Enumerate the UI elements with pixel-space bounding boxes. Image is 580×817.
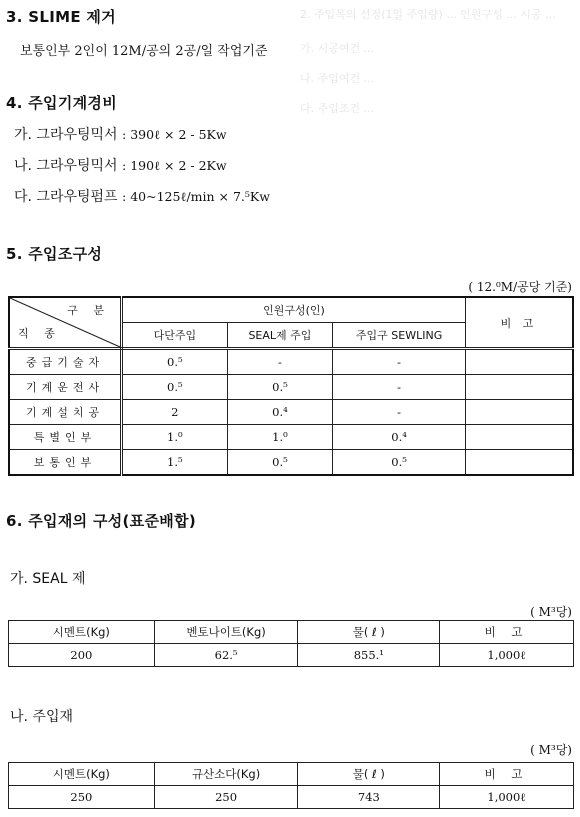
grout-label: 나. 주입재: [10, 709, 73, 725]
table-row: [9, 644, 574, 667]
cell: -: [333, 375, 466, 400]
cell: 200: [9, 644, 155, 667]
section3-title: 3. SLIME 제거: [6, 8, 116, 26]
cell: 743: [298, 786, 440, 809]
section3-text: 보통인부 2인이 12M/공의 2공/일 작업기준: [20, 44, 268, 59]
remark-cell: [465, 425, 573, 450]
column-header: 물( ℓ ): [298, 763, 440, 786]
cell: 0.⁴: [333, 425, 466, 450]
seal-unit: ( M³당): [530, 605, 572, 619]
crew-table: [8, 296, 574, 476]
cell: 0.⁵: [122, 349, 228, 375]
subheader: 다단주입: [122, 323, 228, 349]
column-header: 규산소다(Kg): [154, 763, 298, 786]
row-label: 기계운전사: [9, 375, 122, 400]
table-row: [9, 450, 573, 476]
cell: 0.⁵: [122, 375, 228, 400]
subheader: 주입구 SEWLING: [333, 323, 466, 349]
bleed-text: 나. 주입여건 ...: [300, 72, 375, 85]
cell: 1,000ℓ: [440, 786, 574, 809]
table-row: [9, 786, 574, 809]
cell: 0.⁵: [227, 450, 333, 476]
machine-item: [14, 186, 270, 206]
machine-item: [14, 124, 227, 144]
remark-cell: [465, 349, 573, 375]
column-header: 벤토나이트(Kg): [154, 621, 298, 644]
machine-value: : 40~125ℓ/min × 7.⁵Kw: [122, 189, 270, 204]
table-row: [9, 349, 573, 375]
remark-cell: [465, 450, 573, 476]
machine-label: 가. 그라우팅믹서: [14, 127, 118, 143]
section4-title: 4. 주입기계경비: [6, 94, 117, 112]
machine-value: : 190ℓ × 2 - 2Kw: [122, 158, 227, 173]
table-row: [9, 375, 573, 400]
cell: 1.⁵: [122, 450, 228, 476]
remark-cell: [465, 400, 573, 425]
row-label: 보통인부: [9, 450, 122, 476]
remark-cell: [465, 375, 573, 400]
column-header: 비 고: [440, 763, 574, 786]
cell: 0.⁵: [227, 375, 333, 400]
row-label: 특별인부: [9, 425, 122, 450]
cell: 250: [154, 786, 298, 809]
group-header: 인원구성(인): [122, 297, 466, 323]
corner-cell: [9, 297, 122, 349]
machine-label: 다. 그라우팅펌프: [14, 189, 118, 205]
cell: -: [333, 400, 466, 425]
machine-value: : 390ℓ × 2 - 5Kw: [122, 127, 227, 142]
table-row: [9, 400, 573, 425]
cell: 1,000ℓ: [440, 644, 574, 667]
grout-unit: ( M³당): [530, 743, 572, 757]
seal-label: 가. SEAL 제: [10, 571, 86, 587]
column-header: 시멘트(Kg): [9, 763, 155, 786]
cell: 250: [9, 786, 155, 809]
seal-table: [8, 620, 574, 667]
cell: 0.⁵: [333, 450, 466, 476]
column-header: 물( ℓ ): [298, 621, 440, 644]
cell: 1.⁰: [122, 425, 228, 450]
section5-title: 5. 주입조구성: [6, 245, 103, 263]
machine-label: 나. 그라우팅믹서: [14, 158, 118, 174]
corner-top-label: 구 분: [67, 304, 111, 317]
row-label: 중급기술자: [9, 349, 122, 375]
row-label: 기계설치공: [9, 400, 122, 425]
column-header: 비 고: [440, 621, 574, 644]
machine-item: [14, 155, 227, 175]
cell: 1.⁰: [227, 425, 333, 450]
subheader: SEAL제 주입: [227, 323, 333, 349]
cell: 62.⁵: [154, 644, 298, 667]
section5-note: ( 12.⁰M/공당 기준): [468, 280, 572, 294]
bleed-text: 2. 주입목의 선정(1일 주입량) ... 인원구성 ... 시공 ...: [300, 8, 556, 21]
table-row: [9, 425, 573, 450]
cell: 0.⁴: [227, 400, 333, 425]
column-header: 시멘트(Kg): [9, 621, 155, 644]
cell: 855.¹: [298, 644, 440, 667]
section6-title: 6. 주입재의 구성(표준배합): [6, 512, 196, 530]
bleed-text: 가. 시공여건 ...: [300, 42, 375, 55]
grout-table: [8, 762, 574, 809]
cell: 2: [122, 400, 228, 425]
remark-header: 비 고: [465, 297, 573, 349]
cell: -: [333, 349, 466, 375]
bleed-text: 다. 주입조건 ...: [300, 102, 375, 115]
cell: -: [227, 349, 333, 375]
corner-bottom-label: 직 종: [18, 327, 61, 340]
